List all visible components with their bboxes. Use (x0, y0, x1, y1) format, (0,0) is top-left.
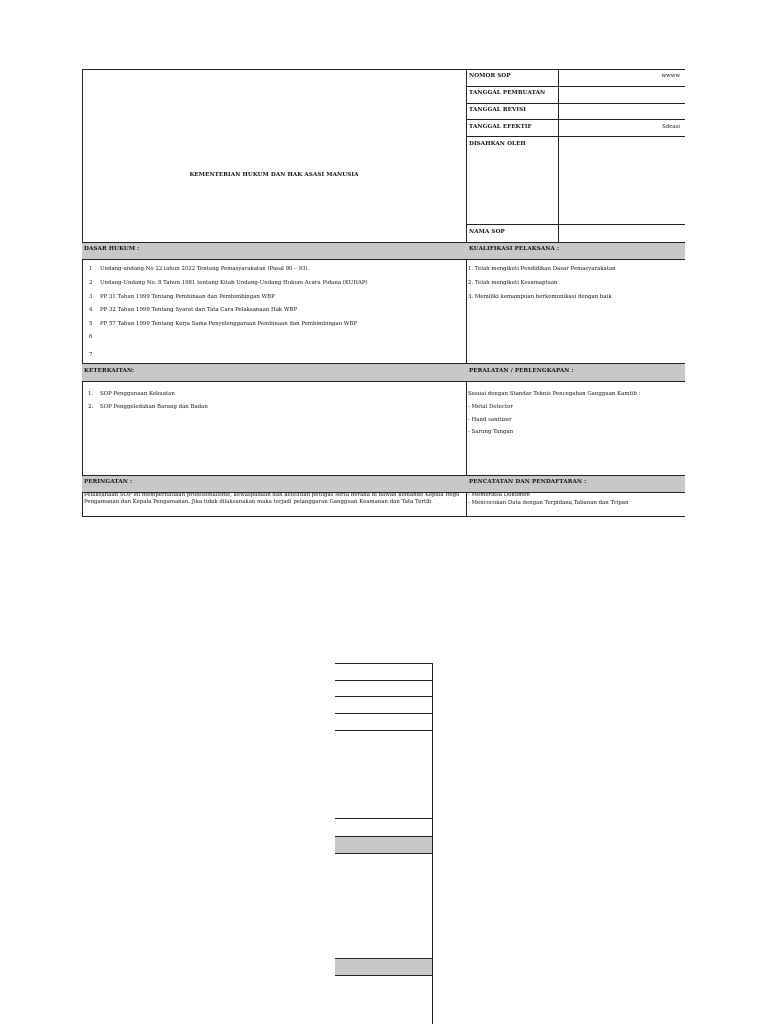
header-row-line (466, 119, 685, 120)
peralatan-item: Sesuai dengan Standar Teknis Pencegahan Gangguan Kamtib : (468, 391, 641, 397)
row-line (82, 242, 685, 243)
keterkaitan-title: KETERKAITAN: (84, 368, 135, 374)
header-row-line (466, 136, 685, 137)
tanggal-efektif-label: TANGGAL EFEKTIF (469, 124, 532, 130)
flowchart-row-line (335, 713, 432, 714)
flowchart-row-line (335, 696, 432, 697)
peralatan-title: PERALATAN / PERLENGKAPAN : (469, 368, 574, 374)
dasar-hukum-num: 3 (89, 294, 93, 300)
dasar-hukum-item: PP 57 Tahun 1999 Tentang Kerja Sama Penyelenggaraan Pembinaan dan Pembimbingan WBP (100, 321, 357, 327)
kualifikasi-item: 1. Telah mengikuti Pendidikan Dasar Pemasyarakatan (468, 266, 616, 272)
row-line (82, 363, 685, 364)
tanggal-efektif-value: Sdcasi (662, 124, 680, 130)
nama-sop-label: NAMA SOP (469, 229, 505, 235)
flowchart-row-line (335, 958, 432, 959)
flowchart-row-line (335, 836, 432, 837)
dasar-hukum-title: DASAR HUKUM : (84, 246, 140, 252)
flowchart-row-line (335, 975, 432, 976)
pencatatan-item: - Mencocokan Data dengan Terpidana,Tabanan dan Tripan (468, 500, 629, 506)
peringatan-text: Pelaksanaan SOP ini memperhatikan profesionalisme, kewaspadaan dan ketelitian petugas serta berada di bawah komando Kepala Regu Pengamanan dan Kepala Pengamanan. Jika tidak dilaksanakan maka terjadi pelanggaran Gangguan Keamanan dan Tata Tertib (84, 492, 460, 505)
flowchart-row-line (335, 730, 432, 731)
flowchart-header-band (335, 958, 432, 975)
peringatan-title: PERINGATAN : (84, 479, 133, 485)
tanggal-revisi-label: TANGGAL REVISI (469, 107, 527, 113)
flowchart-row-line (335, 853, 432, 854)
dasar-hukum-num: 6 (89, 334, 93, 340)
kualifikasi-item: 2. Telah mengikuti Kesamaptaan (468, 280, 558, 286)
peralatan-item: - Metal Detector (468, 404, 513, 410)
kualifikasi-item: 3. Memiliki kemampuan berkomunikasi dengan baik (468, 294, 612, 300)
dasar-hukum-num: 7 (89, 352, 93, 358)
keterkaitan-item: SOP Penggeledahan Barang dan Badan (100, 404, 208, 410)
nomor-sop-label: NOMOR SOP (469, 73, 511, 79)
dasar-hukum-num: 1 (89, 266, 93, 272)
header-row-line (466, 86, 685, 87)
dasar-hukum-num: 4 (89, 307, 93, 313)
keterkaitan-num: 2. (88, 404, 94, 410)
pencatatan-title: PENCATATAN DAN PENDAFTARAN : (469, 479, 587, 485)
section-header-band (82, 242, 685, 259)
dasar-hukum-item: Undang-Undang No. 8 Tahun 1981 tentang Kitab Undang-Undang Hukum Acara Pidana (KUHAP) (100, 280, 368, 286)
kualifikasi-title: KUALIFIKASI PELAKSANA : (469, 246, 560, 252)
keterkaitan-item: SOP Penggunaan Kekuatan (100, 391, 175, 397)
row-line (82, 259, 685, 260)
section-header-band (82, 475, 685, 492)
flowchart-right-border (432, 663, 433, 1024)
form-left-border (82, 69, 83, 516)
dasar-hukum-num: 5 (89, 321, 93, 327)
flowchart-header-band (335, 836, 432, 853)
dasar-hukum-item: Undang-undang No 22 tahun 2022 Tentang Pemasyarakatan (Pasal 90 – 93). (100, 266, 310, 272)
row-line (82, 381, 685, 382)
keterkaitan-num: 1. (88, 391, 94, 397)
pencatatan-item: - Memeriksa Dokumen (468, 492, 530, 498)
dasar-hukum-num: 2 (89, 280, 93, 286)
form-bottom-border (82, 516, 685, 517)
header-row-line (466, 224, 685, 225)
ministry-title: KEMENTERIAN HUKUM DAN HAK ASASI MANUSIA (189, 172, 359, 178)
form-top-border (82, 69, 685, 70)
header-row-line (466, 103, 685, 104)
dasar-hukum-item: PP 31 Tahun 1999 Tentang Pembinaan dan Pembimbingan WBP (100, 294, 275, 300)
disahkan-oleh-label: DISAHKAN OLEH (469, 141, 526, 147)
nomor-sop-value: wwww (661, 73, 680, 79)
tanggal-pembuatan-label: TANGGAL PEMBUATAN (469, 90, 546, 96)
peralatan-item: - Hand sanitizer (468, 417, 512, 423)
dasar-hukum-item: PP 32 Tahun 1999 Tentang Syarat dan Tata Cara Pelaksanaan Hak WBP (100, 307, 298, 313)
row-line (82, 475, 685, 476)
section-header-band (82, 363, 685, 381)
flowchart-row-line (335, 818, 432, 819)
peralatan-item: - Sarung Tangan (468, 429, 514, 435)
header-value-divider (558, 69, 559, 242)
flowchart-row-line (335, 680, 432, 681)
flowchart-row-line (335, 663, 432, 664)
